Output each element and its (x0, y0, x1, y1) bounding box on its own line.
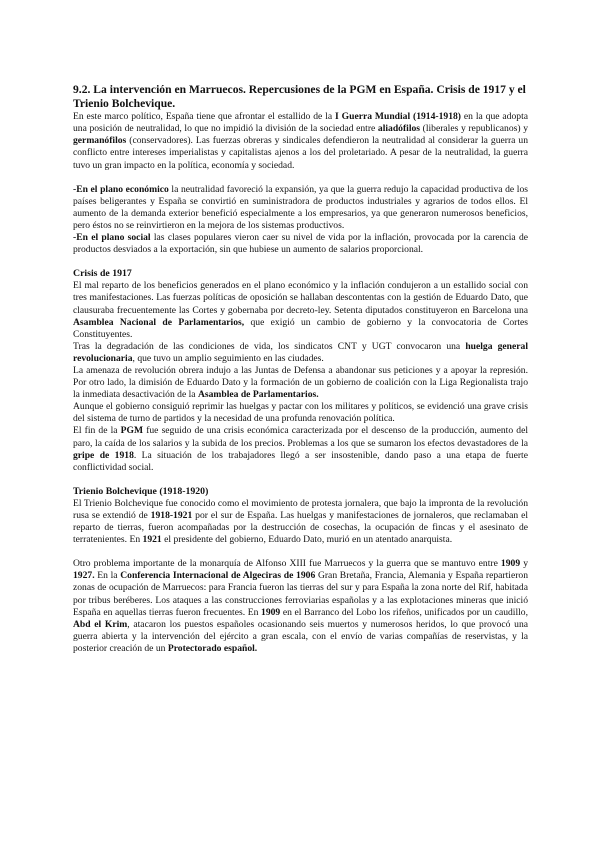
text-run: , atacaron los puestos españoles ocasionando seis muertos y numerosos heridos, lo que provocó una guerra abierta y la intervención del ejército a gran escala, con el envío de varias compañías de reservistas, y la posterior creación de un (73, 618, 529, 654)
text-run: (conservadores). Las fuerzas obreras y sindicales defendieron la neutralidad al considerar la guerra un conflicto entre intereses imperialistas y capitalistas ajenos a los del proletariado. A pesar de la neutralidad, la guerra tuvo un gran impacto en la política, economía y sociedad. (73, 135, 528, 171)
bold-term: 1927. (73, 570, 95, 582)
text-run: que exigió un cambio de gobierno y la convocatoria de Cortes Constituyentes. (73, 316, 528, 340)
text-run: El mal reparto de los beneficios generados en el plano económico y la inflación condujeron a un estallido social con tres manifestaciones. Las fuerzas políticas de oposición se hallaban descontentas con la gestión de Eduardo Dato, que clausuraba frecuentemente las Cortes y gobernaba por decreto-ley. Setenta diputados constituyeron en Barcelona una (73, 280, 528, 316)
bold-term: I Guerra Mundial (1914-1918) (335, 111, 461, 123)
bold-term: 1909 (500, 558, 521, 570)
text-run: , que tuvo un amplio seguimiento en las ciudades. (132, 352, 324, 364)
text-run: . La situación de los trabajadores llegó a ser insostenible, dando paso a una etapa de fuerte conflictividad social. (73, 449, 528, 473)
bold-term: -En el plano económico (73, 183, 169, 195)
bold-term: Asamblea Nacional de Parlamentarios, (73, 316, 245, 328)
bold-term: 1918-1921 (150, 510, 193, 521)
bold-term: gripe de 1918 (73, 449, 134, 461)
text-run: En la (94, 570, 121, 582)
text-run: El Trienio Bolchevique fue conocido como el movimiento de protesta jornalera, que bajo la impronta de la revolución rusa se extendió de (73, 497, 528, 521)
text-run: Aunque el gobierno consiguió reprimir las huelgas y pactar con los militares y políticos, se evidenció una grave crisis del sistema de turno de partidos y la necesidad de una profunda renovación política. (73, 401, 528, 425)
marruecos-paragraph (73, 558, 528, 655)
text-run: fue seguido de una crisis económica caracterizada por el descenso de la producción, aumento del paro, la caída de los salarios y la subida de los precios. Problemas a los que se sumaron los efectos devastadores de la (73, 425, 528, 449)
crisis-paragraph-5 (73, 425, 528, 473)
crisis-paragraph-4 (73, 401, 528, 425)
crisis-paragraph-2 (73, 341, 528, 365)
crisis-heading: Crisis de 1917 (73, 268, 132, 280)
bold-term: -En el plano social (73, 232, 151, 244)
text-run: la neutralidad favoreció la expansión, ya que la guerra redujo la capacidad productiva de los países beligerantes y España se convirtió en suministradora de productos industriales y agrarios de todos ellos. El aumento de la demanda exterior benefició especialmente a los empresarios, ya que generaron numerosos beneficios, pero éstos no se reinvirtieron en la mejora de los sistemas productivos. (73, 183, 529, 231)
bold-term: huelga general revolucionaria (73, 340, 528, 364)
trienio-heading: Trienio Bolchevique (1918-1920) (73, 485, 209, 497)
text-run: Gran Bretaña, Francia, Alemania y España repartieron zonas de ocupación de Marruecos: para Francia fueron las tierras del sur y para España la zona norte del Rif, habitada por tribus beréberes. Los ataques a las construcciones ferroviarias españolas y a las explotaciones mineras que inició España en aquellas tierras fueron frecuentes. En (73, 570, 528, 618)
bold-term: Abd el Krim (73, 618, 128, 630)
bold-term: Asamblea de Parlamentarios. (197, 389, 319, 401)
bold-term: 1909 (261, 606, 281, 618)
crisis-paragraph-3 (73, 365, 528, 401)
section-title: 9.2. La intervención en Marruecos. Repercusiones de la PGM en España. Crisis de 1917 y el Trienio Bolchevique. (73, 83, 526, 110)
economic-paragraph (73, 184, 528, 232)
bold-term: germanófilos (73, 135, 127, 147)
text-run: Tras la degradación de las condiciones de vida, los sindicatos CNT y UGT convocaron una (73, 340, 466, 352)
bold-term: Protectorado español. (167, 642, 258, 654)
text-run: el presidente del gobierno, Eduardo Dato, murió en un atentado anarquista. (161, 534, 453, 546)
text-run: y (520, 558, 528, 570)
text-run: La amenaza de revolución obrera indujo a las Juntas de Defensa a abandonar sus peticiones y a apoyar la represión. Por otro lado, la dimisión de Eduardo Dato y la formación de un gobierno de coalición con la Liga Regionalista trajo la inmediata desactivación de la (73, 364, 528, 401)
bold-term: aliadófilos (377, 123, 421, 135)
text-run: en el Barranco del Lobo los rifeños, unificados por un caudillo, (280, 606, 528, 618)
text-run: las clases populares vieron caer su nivel de vida por la inflación, provocada por la carencia de productos desviados a la exportación, sin que hubiese un aumento de salarios proporcional. (73, 232, 528, 256)
text-run: por el sur de España. Las huelgas y manifestaciones de jornaleros, que reclamaban el reparto de tierras, fueron acompañadas por la destrucción de cosechas, la ocupación de fincas y el asesinato de terratenientes. En (73, 510, 528, 546)
intro-paragraph (73, 111, 528, 171)
text-run: Otro problema importante de la monarquía de Alfonso XIII fue Marruecos y la guerra que se mantuvo entre (73, 558, 501, 570)
text-run: En este marco político, España tiene que afrontar el estallido de la (73, 111, 336, 123)
text-run: El fin de la (73, 425, 121, 437)
bold-term: Conferencia Internacional de Algeciras de 1906 (120, 570, 316, 582)
document-page (73, 83, 528, 655)
social-paragraph (73, 232, 528, 256)
text-run: (liberales y republicanos) y (420, 123, 528, 135)
crisis-paragraph-1 (73, 280, 528, 340)
bold-term: 1921 (142, 534, 162, 546)
text-run: en la que adopta una posición de neutralidad, lo que no impidió la división de la sociedad entre (73, 111, 528, 135)
bold-term: PGM (120, 425, 144, 437)
trienio-paragraph (73, 498, 528, 546)
